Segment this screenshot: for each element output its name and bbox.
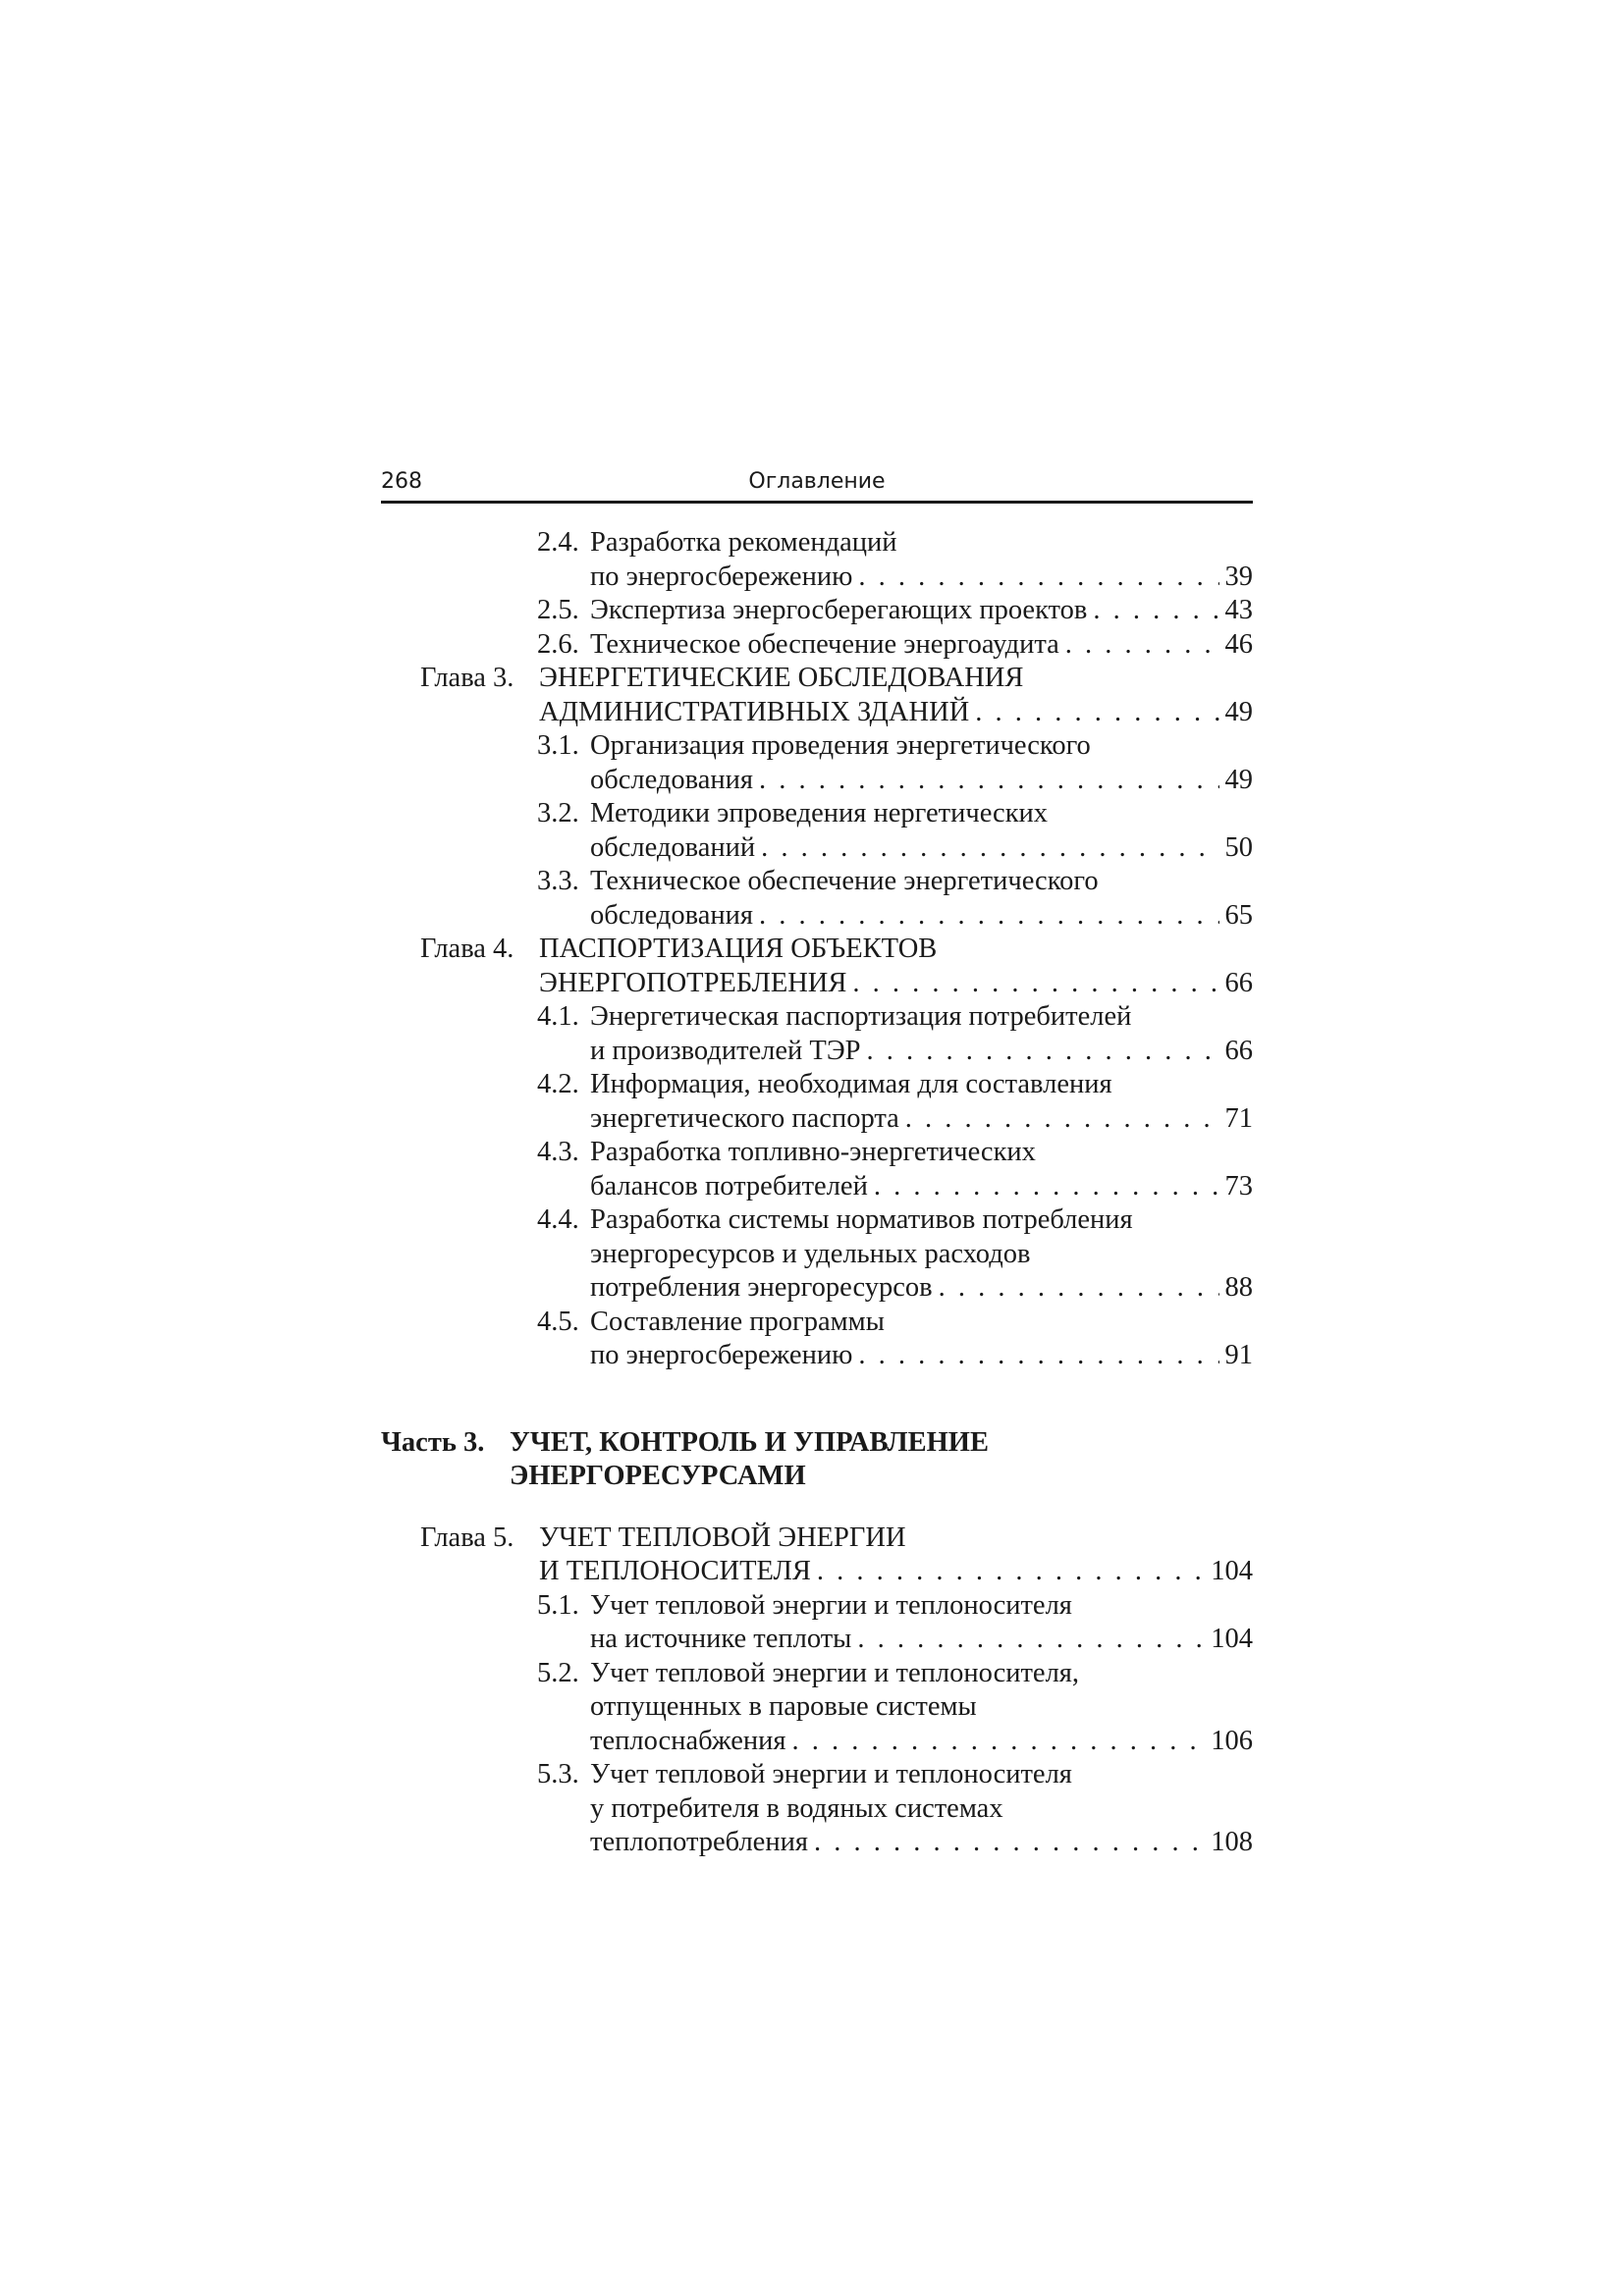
toc-entry-title: Техническое обеспечение энергоаудита bbox=[590, 628, 1059, 660]
toc-entry-number: 3.3. bbox=[537, 866, 579, 896]
leader-dots bbox=[761, 831, 1219, 866]
toc-entry-number: 2.6. bbox=[537, 628, 579, 660]
toc-entry-5-2 bbox=[381, 1657, 1253, 1691]
toc-entry-5-3 bbox=[381, 1758, 1253, 1792]
toc-entry-title: отпущенных в паровые системы bbox=[590, 1691, 977, 1722]
toc-entry-4-2 bbox=[381, 1068, 1253, 1102]
leader-dots bbox=[939, 1271, 1219, 1306]
leader-dots bbox=[1093, 594, 1219, 628]
toc-chapter-title: ЭНЕРГЕТИЧЕСКИЕ ОБСЛЕДОВАНИЯ bbox=[539, 663, 1024, 693]
toc-entry-number: 3.2. bbox=[537, 798, 579, 828]
page-header bbox=[381, 461, 1253, 504]
toc-chapter-title: ПАСПОРТИЗАЦИЯ ОБЪЕКТОВ bbox=[539, 934, 938, 964]
toc-entry-title: обследования bbox=[590, 764, 753, 795]
toc-page-number: 88 bbox=[1224, 1272, 1253, 1303]
toc-entry-number: 4.2. bbox=[537, 1069, 579, 1099]
running-title: Оглавление bbox=[748, 469, 886, 494]
toc-page-number: 43 bbox=[1224, 595, 1253, 625]
leader-dots bbox=[858, 561, 1219, 595]
toc-entry-4-5 bbox=[381, 1306, 1253, 1340]
toc-part-number: Часть 3. bbox=[381, 1426, 485, 1458]
toc-entry-number: 4.5. bbox=[537, 1306, 579, 1337]
toc-entry-title: у потребителя в водяных системах bbox=[590, 1792, 1003, 1824]
toc-entry-title: энергетического паспорта bbox=[590, 1102, 899, 1134]
toc-page-number: 46 bbox=[1224, 628, 1253, 660]
toc-page-number: 66 bbox=[1224, 967, 1253, 998]
toc-entry-title: и производителей ТЭР bbox=[590, 1035, 861, 1066]
page-number: 268 bbox=[381, 469, 422, 494]
toc-entry-4-4 bbox=[381, 1203, 1253, 1238]
toc-part-3 bbox=[381, 1426, 1253, 1461]
toc-entry-3-3 bbox=[381, 865, 1253, 899]
toc-entry-4-3 bbox=[381, 1136, 1253, 1170]
toc-page-number: 71 bbox=[1224, 1102, 1253, 1134]
toc-entry-title: Энергетическая паспортизация потребителей bbox=[590, 1001, 1132, 1032]
leader-dots bbox=[857, 1623, 1207, 1657]
toc-page-number: 65 bbox=[1224, 899, 1253, 931]
toc-entry-number: 3.1. bbox=[537, 730, 579, 761]
toc-chapter-3 bbox=[381, 662, 1253, 696]
toc-entry-number: 2.4. bbox=[537, 527, 579, 558]
toc-entry-number: 5.3. bbox=[537, 1759, 579, 1789]
leader-dots bbox=[975, 696, 1219, 730]
leader-dots bbox=[814, 1826, 1207, 1860]
leader-dots bbox=[858, 1339, 1219, 1373]
toc-chapter-5 bbox=[381, 1522, 1253, 1556]
toc-entry-title: теплоснабжения bbox=[590, 1725, 786, 1756]
toc-page-number: 91 bbox=[1224, 1340, 1253, 1370]
toc-chapter-title: ЭНЕРГОПОТРЕБЛЕНИЯ bbox=[539, 967, 847, 998]
toc-entry-number: 4.4. bbox=[537, 1204, 579, 1235]
toc-entry-title: балансов потребителей bbox=[590, 1170, 868, 1201]
toc-entry-5-1 bbox=[381, 1589, 1253, 1624]
leader-dots bbox=[1065, 628, 1219, 663]
toc-entry-number: 2.5. bbox=[537, 595, 579, 625]
toc-page-number: 104 bbox=[1211, 1556, 1253, 1586]
toc-entry-2-4 bbox=[381, 526, 1253, 561]
toc-page-number: 66 bbox=[1224, 1035, 1253, 1066]
table-of-contents bbox=[381, 526, 1253, 1860]
toc-entry-2-6 bbox=[381, 628, 1253, 663]
toc-page-number: 39 bbox=[1224, 561, 1253, 592]
leader-dots bbox=[759, 764, 1219, 798]
toc-entry-2-5 bbox=[381, 594, 1253, 628]
toc-entry-title: Экспертиза энергосберегающих проектов bbox=[590, 595, 1088, 625]
toc-chapter-number: Глава 5. bbox=[420, 1522, 514, 1553]
toc-entry-title: потребления энергоресурсов bbox=[590, 1272, 933, 1303]
toc-part-title: ЭНЕРГОРЕСУРСАМИ bbox=[510, 1461, 806, 1491]
toc-entry-title: Составление программы bbox=[590, 1306, 885, 1337]
leader-dots bbox=[874, 1170, 1219, 1204]
leader-dots bbox=[905, 1102, 1219, 1137]
toc-entry-title: Информация, необходимая для составления bbox=[590, 1069, 1112, 1099]
leader-dots bbox=[867, 1035, 1219, 1069]
toc-page-number: 49 bbox=[1224, 764, 1253, 795]
toc-chapter-title: И ТЕПЛОНОСИТЕЛЯ bbox=[539, 1556, 811, 1586]
toc-chapter-title: АДМИНИСТРАТИВНЫХ ЗДАНИЙ bbox=[539, 696, 970, 727]
toc-entry-title: на источнике теплоты bbox=[590, 1624, 852, 1654]
toc-page-number: 73 bbox=[1224, 1170, 1253, 1201]
toc-entry-number: 4.1. bbox=[537, 1001, 579, 1032]
leader-dots bbox=[852, 967, 1219, 1001]
toc-entry-4-1 bbox=[381, 1000, 1253, 1035]
toc-entry-title: энергоресурсов и удельных расходов bbox=[590, 1238, 1031, 1269]
toc-entry-title: по энергосбережению bbox=[590, 561, 853, 592]
toc-chapter-number: Глава 3. bbox=[420, 663, 514, 693]
toc-chapter-title: УЧЕТ ТЕПЛОВОЙ ЭНЕРГИИ bbox=[539, 1522, 906, 1553]
toc-page-number: 50 bbox=[1224, 831, 1253, 863]
toc-entry-title: Организация проведения энергетического bbox=[590, 730, 1091, 761]
toc-page-number: 106 bbox=[1211, 1725, 1253, 1756]
toc-entry-number: 5.2. bbox=[537, 1657, 579, 1688]
toc-chapter-4 bbox=[381, 933, 1253, 967]
toc-entry-title: Разработка системы нормативов потребления bbox=[590, 1204, 1133, 1235]
toc-entry-title: Учет тепловой энергии и теплоносителя bbox=[590, 1759, 1072, 1789]
toc-entry-title: Разработка топливно-энергетических bbox=[590, 1137, 1036, 1167]
toc-page-number: 49 bbox=[1224, 696, 1253, 727]
toc-entry-3-2 bbox=[381, 797, 1253, 831]
toc-entry-title: Техническое обеспечение энергетического bbox=[590, 866, 1099, 896]
toc-entry-title: Разработка рекомендаций bbox=[590, 527, 897, 558]
toc-entry-number: 4.3. bbox=[537, 1137, 579, 1167]
toc-entry-title: по энергосбережению bbox=[590, 1340, 853, 1370]
toc-entry-title: Методики эпроведения нергетических bbox=[590, 798, 1049, 828]
toc-entry-title: Учет тепловой энергии и теплоносителя bbox=[590, 1589, 1072, 1621]
leader-dots bbox=[759, 899, 1219, 934]
toc-entry-title: обследования bbox=[590, 899, 753, 931]
leader-dots bbox=[791, 1725, 1207, 1759]
toc-chapter-number: Глава 4. bbox=[420, 934, 514, 964]
toc-entry-title: Учет тепловой энергии и теплоносителя, bbox=[590, 1657, 1080, 1688]
toc-page-number: 104 bbox=[1211, 1624, 1253, 1654]
toc-entry-number: 5.1. bbox=[537, 1589, 579, 1621]
toc-page-number: 108 bbox=[1211, 1827, 1253, 1857]
toc-entry-title: теплопотребления bbox=[590, 1827, 808, 1857]
toc-entry-title: обследований bbox=[590, 831, 756, 863]
toc-entry-3-1 bbox=[381, 729, 1253, 764]
toc-part-title: УЧЕТ, КОНТРОЛЬ И УПРАВЛЕНИЕ bbox=[510, 1426, 989, 1458]
leader-dots bbox=[817, 1555, 1207, 1589]
